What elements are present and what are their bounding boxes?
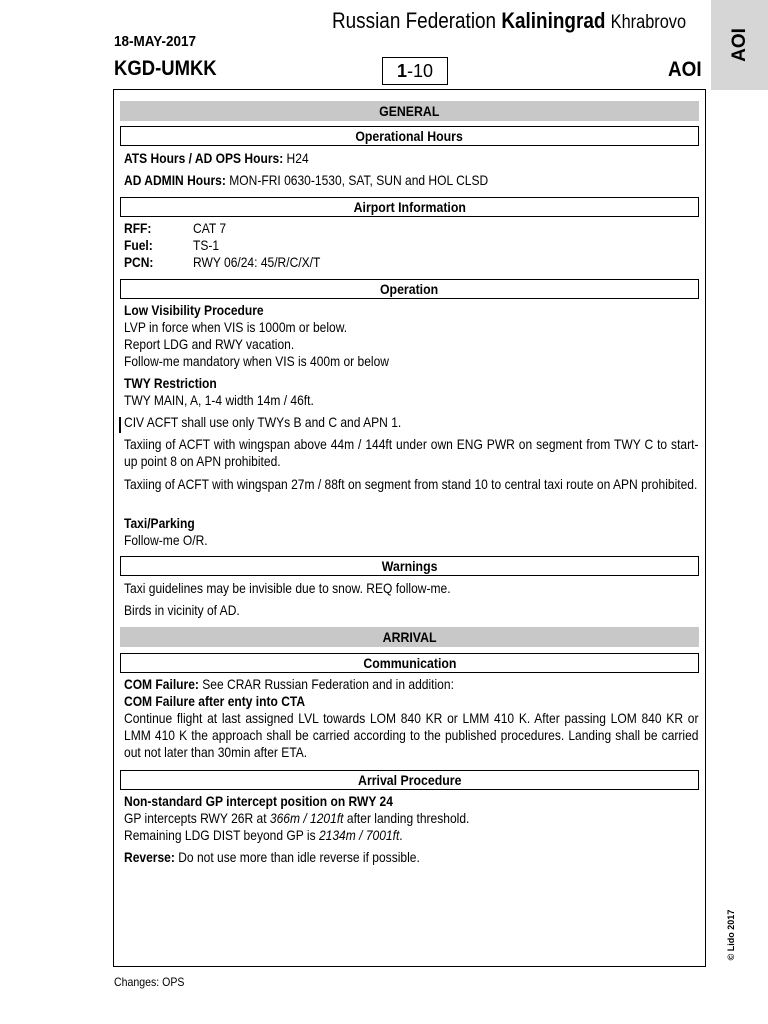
taxi-restriction-2: Taxiing of ACFT with wingspan 27m / 88ft on segment from stand 10 to central taxi route on APN prohibited. (124, 476, 698, 492)
chart-title (332, 8, 686, 34)
ats-hours-value: H24 (286, 150, 309, 166)
airport-information-heading: Airport Information (120, 197, 699, 217)
admin-hours-value: MON-FRI 0630-1530, SAT, SUN and HOL CLSD (229, 172, 489, 188)
pcn-label: PCN: (124, 254, 154, 270)
gp-line-1: GP intercepts RWY 26R at 366m / 1201ft after landing threshold. (124, 810, 470, 826)
lvp-line-2: Report LDG and RWY vacation. (124, 336, 295, 352)
rff-value: CAT 7 (193, 220, 227, 236)
ats-hours (124, 150, 309, 167)
arrival-heading: ARRIVAL (120, 627, 699, 647)
effective-date: 18-MAY-2017 (114, 33, 197, 50)
reverse-label: Reverse: (124, 849, 175, 865)
parking-line: Follow-me O/R. (124, 532, 208, 548)
admin-hours-label: AD ADMIN Hours: (124, 172, 226, 188)
operation-heading: Operation (120, 279, 699, 299)
pcn-value: RWY 06/24: 45/R/C/X/T (193, 254, 321, 270)
section-code: AOI (668, 58, 702, 81)
copyright: © Lido 2017 (726, 909, 736, 961)
com-cta-paragraph: Continue flight at last assigned LVL towards LOM 840 KR or LMM 410 K. After passing LOM 840 KR or LMM 410 K the approach shall be carried according to the published procedures. Landing shall be carried out not later than 30min after ETA. (124, 710, 699, 760)
changes-note: Changes: OPS (114, 975, 185, 989)
com-failure (124, 676, 454, 693)
parking-title: Taxi/Parking (124, 515, 195, 531)
warning-line-1: Taxi guidelines may be invisible due to snow. REQ follow-me. (124, 580, 451, 596)
page-number (382, 57, 448, 85)
warning-line-2: Birds in vicinity of AD. (124, 602, 240, 618)
communication-heading: Communication (120, 653, 699, 673)
section-tab[interactable] (711, 0, 768, 90)
civ-line: CIV ACFT shall use only TWYs B and C and APN 1. (124, 414, 402, 430)
lvp-line-3: Follow-me mandatory when VIS is 400m or below (124, 353, 390, 369)
taxi-restriction-1: Taxiing of ACFT with wingspan above 44m / 144ft under own ENG PWR on segment from TWY C to start-up point 8 on APN prohibited. (124, 436, 699, 469)
lvp-line-1: LVP in force when VIS is 1000m or below. (124, 319, 348, 335)
operational-hours-heading: Operational Hours (120, 126, 699, 146)
change-bar (119, 417, 121, 433)
ats-hours-label: ATS Hours / AD OPS Hours: (124, 150, 284, 166)
com-cta-title: COM Failure after enty into CTA (124, 693, 306, 709)
airport-codes: KGD-UMKK (114, 57, 217, 80)
twy-title: TWY Restriction (124, 375, 217, 391)
lvp-title: Low Visibility Procedure (124, 302, 264, 318)
warnings-heading: Warnings (120, 556, 699, 576)
page-num: -10 (407, 61, 434, 81)
page-section: 1 (396, 61, 407, 81)
airport-name: Khrabrovo (610, 12, 687, 33)
rff-label: RFF: (124, 220, 152, 236)
gp-title: Non-standard GP intercept position on RWY 24 (124, 793, 393, 809)
reverse-value: Do not use more than idle reverse if possible. (178, 849, 420, 865)
arrival-procedure-heading: Arrival Procedure (120, 770, 699, 790)
twy-line: TWY MAIN, A, 1-4 width 14m / 46ft. (124, 392, 314, 408)
general-heading: GENERAL (120, 101, 699, 121)
section-tab-label: AOI (728, 28, 750, 62)
com-failure-value: See CRAR Russian Federation and in addition: (202, 676, 454, 692)
fuel-value: TS-1 (193, 237, 220, 253)
gp-line-2: Remaining LDG DIST beyond GP is 2134m / 7001ft. (124, 827, 403, 843)
reverse-line (124, 849, 420, 866)
country-name: Russian Federation (332, 8, 497, 33)
city-name: Kaliningrad (501, 8, 606, 33)
admin-hours (124, 172, 488, 189)
com-failure-label: COM Failure: (124, 676, 199, 692)
fuel-label: Fuel: (124, 237, 153, 253)
